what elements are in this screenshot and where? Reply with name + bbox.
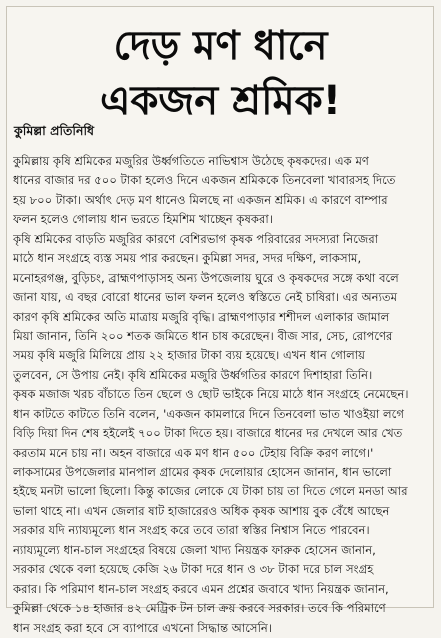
body-line: সময় কৃষি মজুরি মিলিয়ে প্রায় ২২ হাজার টাকা ব্যয় হয়েছে। এখন ধান গোলায় [13,348,365,363]
body-line: সরকার থেকে বলা হয়েছে কেজি ২৬ টাকা দরে ধান ও ৩৮ টাকা দরে চাল সংগ্রহ [13,562,374,577]
body-line: বিড়ি দিয়া দিন শেষ হইলেই ৭০০ টাকা দিতে হয়। বাজারে ধানের দর দেখলে আর খেত [13,426,403,441]
headline-line-2: একজন শ্রমিক! [100,78,341,124]
body-line: মাঠে ধান সংগ্রহে ব্যস্ত সময় পার করছেন। কুমিল্লা সদর, সদর দক্ষিণ, লাকসাম, [13,251,362,266]
body-line: করতাম মনে চায় না। অহন বাজারে এক মণ ধান ৫০০ টেহায় বিক্রি করণ লাগে।' [13,445,374,460]
body-line: ন্যায্যমূল্যে ধান-চাল সংগ্রহের বিষয়ে জেলা খাদ্য নিয়ন্ত্রক ফারুক হোসেন জানান, [13,542,376,557]
body-line: ধান কাটতে কাটতে তিনি বলেন, 'একজন কামলারে দিনে তিনবেলা ভাত খাওইয়া লগে [13,406,404,421]
body-line: হইছে মনটা ভালো ছিলো। কিন্তু কাজের লোকে যে টাকা চায় তা দিতে গেলে মনডা আর [13,484,408,499]
article-body [13,152,429,638]
headline-line-1: দেড় মণ ধানে [113,23,328,69]
body-line: ফলন হলেও গোলায় ধান ভরতে হিমশিম খাচ্ছেন কৃষকরা। [13,212,273,227]
body-line: কৃষক মজাজ খরচ বাঁচাতে তিন ছেলে ও ছোট ভাইকে নিয়ে মাঠে ধান সংগ্রহে নেমেছেন। [13,387,409,402]
body-line: কুমিল্লায় কৃষি শ্রমিকের মজুরির উর্ধ্বগতিতে নাভিশ্বাস উঠেছে কৃষকদের। এক মণ [13,154,369,168]
body-line: ধান সংগ্রহ করা হবে সে ব্যাপারে এখনো সিদ্ধান্ত আসেনি। [13,620,272,635]
body-line: হয় ৮০০ টাকা। অর্থাৎ দেড় মণ ধানেও মিলছে না একজন শ্রমিক। এ কারণে বাম্পার [13,192,388,207]
body-line: তুলবেন, সে উপায় নেই। কৃষি শ্রমিকের মজুরি উর্ধ্বগতির কারণে দিশাহারা তিনি। [13,367,373,382]
byline: কুমিল্লা প্রতিনিধি [14,123,95,138]
body-line: কৃষি শ্রমিকের বাড়তি মজুরির কারণে বেশিরভাগ কৃষক পরিবারের সদস্যরা নিজেরা [13,231,379,246]
body-line: করার। কি পরিমাণ ধান-চাল সংগ্রহ করবে এমন প্রশ্নের জবাবে খাদ্য নিয়ন্ত্রক জানান, [13,581,389,596]
body-line: কুমিল্লা থেকে ১৪ হাজার ৪২ মেট্রিক টন চাল ক্রয় করবে সরকার। তবে কি পরিমাণে [13,601,386,616]
body-line: ধানের বাজার দর ৫০০ টাকা হলেও দিনে একজন শ্রমিককে তিনবেলা খাবারসহ দিতে [13,173,396,188]
body-line: ভালা থাহে না। এখন জেলার ষাট হাজারেরও অধিক কৃষক আশায় বুক বেঁধে আছেন [13,503,390,518]
body-line: মনোহরগঞ্জ, বুড়িচং, ব্রাহ্মণপাড়াসহ অন্য উপজেলায় ঘুরে ও কৃষকদের সঙ্গে কথা বলে [13,270,399,285]
body-line: মিয়া জানান, তিনি ২০০ শতক জমিতে ধান চাষ করেছেন। বীজ সার, সেচ, রোপণের [13,328,393,343]
body-line: সরকার যদি ন্যায্যমূল্যে ধান সংগ্রহ করে তবে তারা স্বস্তির নিশ্বাস নিতে পারবেন। [13,523,370,538]
body-line: লাকসামের উপজেলার মানপাল গ্রামের কৃষক দেলোয়ার হোসেন জানান, ধান ভালো [13,465,392,479]
body-line: কারণ কৃষি শ্রমিকের অতি মাত্রায় মজুরি বৃদ্ধি। ব্রাহ্মণপাড়ার শশীদল এলাকার জামাল [13,309,390,324]
body-line: জানা যায়, এ বছর বোরো ধানের ভাল ফলন হলেও স্বস্তিতে নেই চাষিরা। এর অন্যতম [13,290,398,305]
